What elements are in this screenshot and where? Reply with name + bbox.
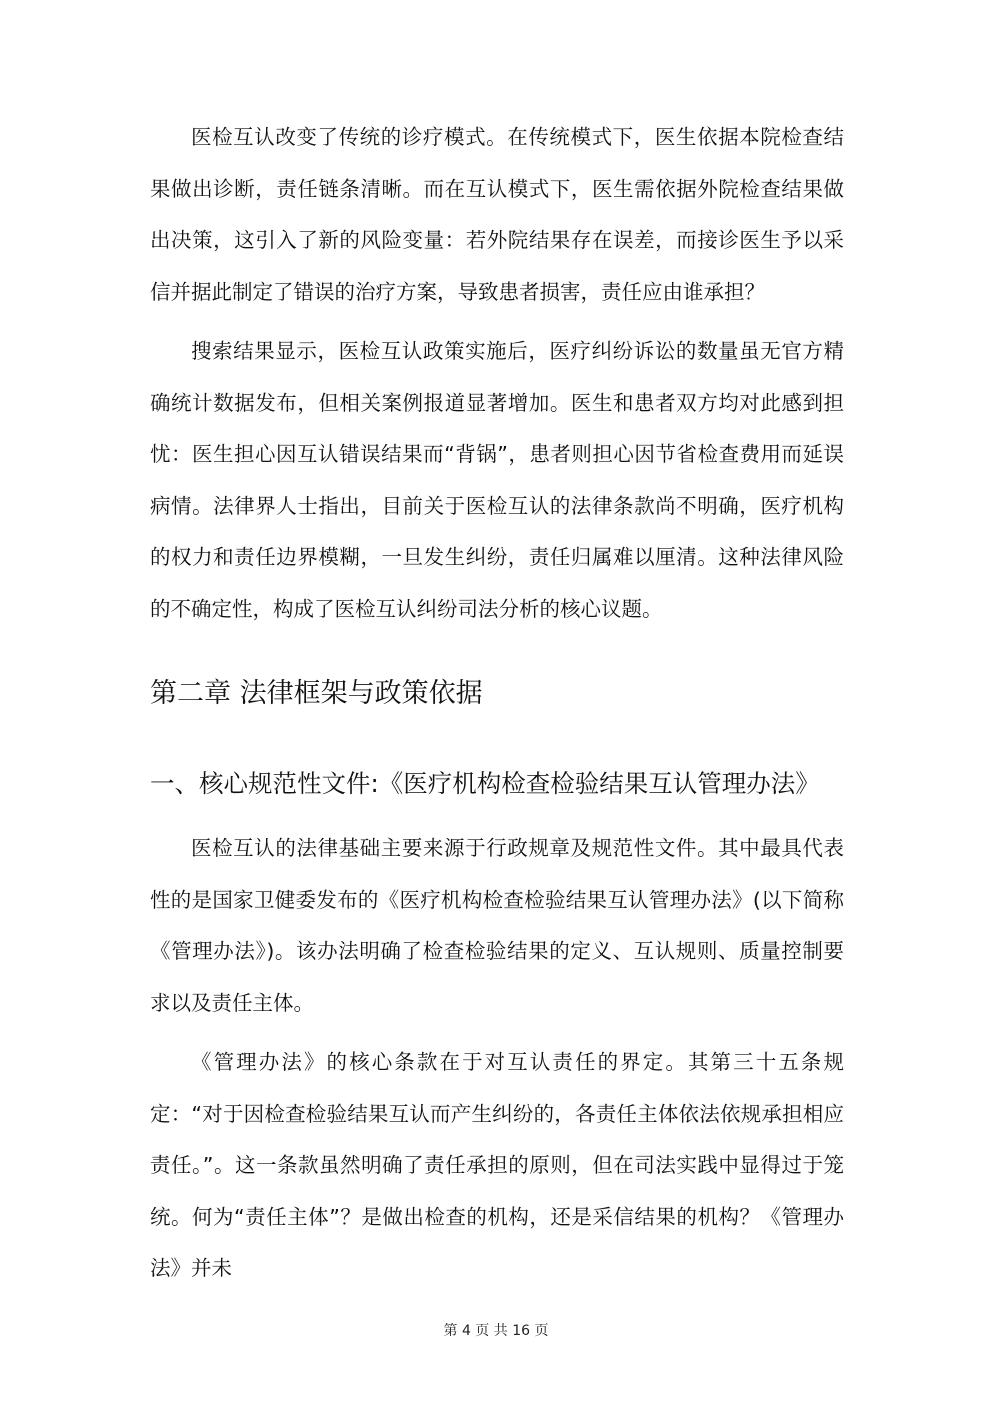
legal-basis-block: [150, 823, 844, 1295]
intro-block: [150, 112, 844, 635]
chapter-title: 第二章 法律框架与政策依据: [150, 678, 483, 709]
section-title: 一、核心规范性文件:《医疗机构检查检验结果互认管理办法》: [150, 769, 820, 798]
paragraph-mode-change: 医检互认改变了传统的诊疗模式。在传统模式下，医生依据本院检查结果做出诊断，责任链条清晰。而在互认模式下，医生需依据外院检查结果做出决策，这引入了新的风险变量：若外院结果存在误差，而接诊医生予以采信并据此制定了错误的治疗方案，导致患者损害，责任应由谁承担？: [150, 125, 844, 304]
page-number-footer: 第 4 页 共 16 页: [443, 1323, 549, 1339]
paragraph-legal-basis: 医检互认的法律基础主要来源于行政规章及规范性文件。其中最具代表性的是国家卫健委发布的《医疗机构检查检验结果互认管理办法》(以下简称《管理办法》)。该办法明确了检查检验结果的定义、互认规则、质量控制要求以及责任主体。: [150, 836, 844, 1015]
paragraph-core-clause: 《管理办法》的核心条款在于对互认责任的界定。其第三十五条规定：“对于因检查检验结果互认而产生纠纷的，各责任主体依法依规承担相应责任。”。这一条款虽然明确了责任承担的原则，但在司法实践中显得过于笼统。何为“责任主体”？是做出检查的机构，还是采信结果的机构？《管理办法》并未: [150, 1050, 844, 1280]
paragraph-search-results: 搜索结果显示，医检互认政策实施后，医疗纠纷诉讼的数量虽无官方精确统计数据发布，但相关案例报道显著增加。医生和患者双方均对此感到担忧：医生担心因互认错误结果而“背锅”，患者则担心因节省检查费用而延误病情。法律界人士指出，目前关于医检互认的法律条款尚不明确，医疗机构的权力和责任边界模糊，一旦发生纠纷，责任归属难以厘清。这种法律风险的不确定性，构成了医检互认纠纷司法分析的核心议题。: [150, 339, 844, 621]
